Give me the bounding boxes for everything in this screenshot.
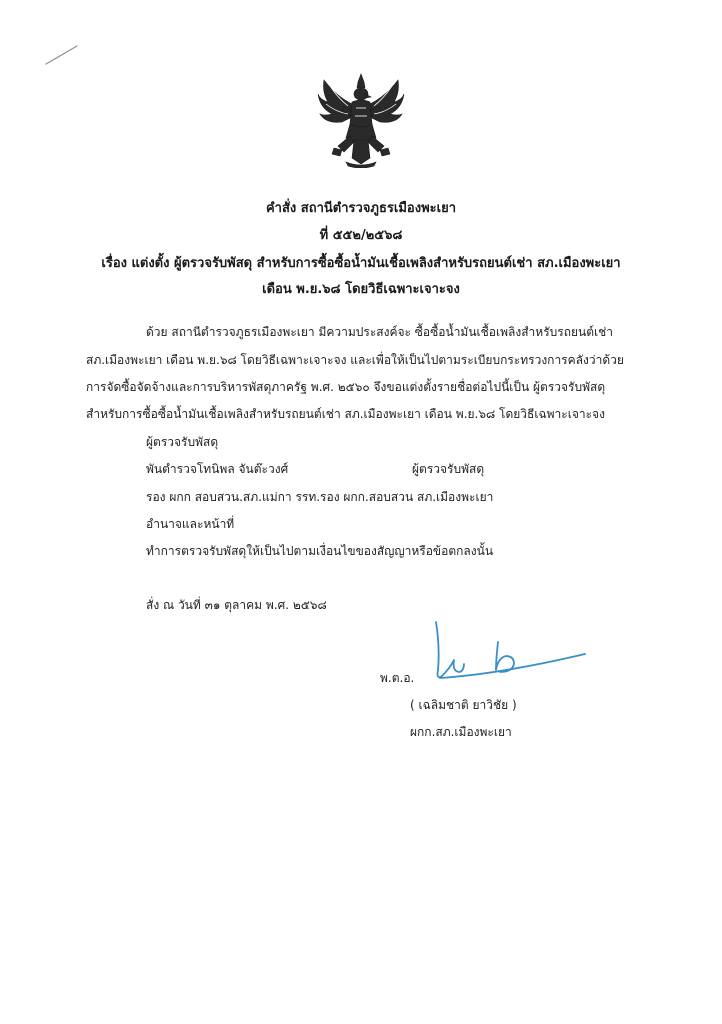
signer-rank: พ.ต.อ.: [380, 671, 415, 685]
paragraph-line-3: การจัดซื้อจัดจ้างและการบริหารพัสดุภาครัฐ พ.ศ. ๒๕๖๐ จึงขอแต่งตั้งรายชื่อต่อไปนี้เป็น ผู้ตรวจรับพัสดุ: [86, 380, 606, 394]
committee-heading: ผู้ตรวจรับพัสดุ: [146, 435, 219, 449]
paragraph-line-4: สำหรับการซื้อซื้อน้ำมันเชื้อเพลิงสำหรับรถยนต์เช่า สภ.เมืองพะเยา เดือน พ.ย.๖๘ โดยวิธีเฉพาะเจาะจง: [86, 407, 605, 421]
garuda-emblem-icon: [316, 72, 406, 168]
member-position: รอง ผกก สอบสวน.สภ.แม่กา รรท.รอง ผกก.สอบสวน สภ.เมืองพะเยา: [146, 490, 494, 504]
duties-heading: อำนาจและหน้าที่: [146, 517, 235, 531]
subject-line-1: เรื่อง แต่งตั้ง ผู้ตรวจรับพัสดุ สำหรับการซื้อซื้อน้ำมันเชื้อเพลิงสำหรับรถยนต์เช่า สภ.เมืองพะเยา: [101, 256, 621, 271]
order-number: ที่ ๕๕๒/๒๕๖๘: [319, 228, 403, 243]
signer-name: ( เฉลิมชาติ ยาวิชัย ): [410, 698, 517, 712]
paragraph-line-1: ด้วย สถานีตำรวจภูธรเมืองพะเยา มีความประสงค์จะ ซื้อซื้อน้ำมันเชื้อเพลิงสำหรับรถยนต์เช่า: [146, 325, 613, 339]
member-role: ผู้ตรวจรับพัสดุ: [412, 462, 485, 476]
pen-stroke-mark: [44, 42, 80, 68]
member-name: พันตำรวจโทนิพล จันต๊ะวงศ์: [146, 462, 289, 476]
duties-text: ทำการตรวจรับพัสดุให้เป็นไปตามเงื่อนไขของสัญญาหรือข้อตกลงนั้น: [146, 544, 494, 558]
order-date: สั่ง ณ วันที่ ๓๑ ตุลาคม พ.ศ. ๒๕๖๘: [146, 598, 327, 612]
order-title: คำสั่ง สถานีตำรวจภูธรเมืองพะเยา: [265, 201, 456, 216]
signer-position: ผกก.สภ.เมืองพะเยา: [410, 725, 512, 739]
paragraph-line-2: สภ.เมืองพะเยา เดือน พ.ย.๖๘ โดยวิธีเฉพาะเจาะจง และเพื่อให้เป็นไปตามระเบียบกระทรวงการคลังว่าด้วย: [86, 353, 624, 367]
subject-line-2: เดือน พ.ย.๖๘ โดยวิธีเฉพาะเจาะจง: [262, 282, 460, 297]
